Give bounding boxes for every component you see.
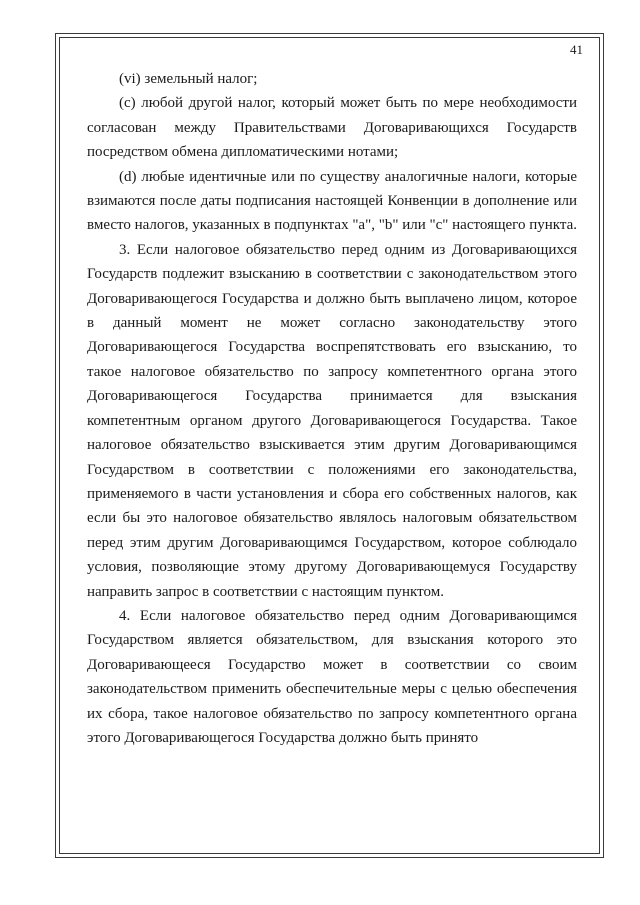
document-body	[87, 67, 577, 750]
page-number: 41	[570, 42, 583, 57]
paragraph-identical-taxes: (d) любые идентичные или по существу аналогичные налоги, которые взимаются после даты подписания настоящей Конвенции в дополнение или вместо налогов, указанных в подпунктах "a", "b" или "c" настоящего пункта.	[87, 168, 577, 234]
paragraph-clause-3: 3. Если налоговое обязательство перед одним из Договаривающихся Государств подлежит взысканию в соответствии с законодательством этого Договаривающегося Государства и должно быть выплачено лицом, которое в данный момент не может согласно законодательству этого Договаривающегося Государства воспрепятствовать его взысканию, то такое налоговое обязательство по запросу компетентного органа этого Договаривающегося Государства принимается для взыскания компетентным органом другого Договаривающегося Государства. Такое налоговое обязательство взыскивается этим другим Договаривающимся Государством в соответствии с положениями его законодательства, применяемого в части установления и сбора его собственных налогов, как если бы это налоговое обязательство являлось налоговым обязательством перед этим другим Договаривающимся Государством, которое соблюдало условия, позволяющие этому другому Договаривающемуся Государству направить запрос в соответствии с настоящим пунктом.	[87, 241, 577, 600]
paragraph-land-tax: (vi) земельный налог;	[119, 71, 258, 87]
paragraph-other-tax: (c) любой другой налог, который может быть по мере необходимости согласован между Правительствами Договаривающихся Государств посредством обмена дипломатическими нотами;	[87, 95, 577, 161]
paragraph-clause-4: 4. Если налоговое обязательство перед одним Договаривающимся Государством является обязательством, для взыскания которого это Договаривающееся Государство может в соответствии со своим законодательством применить обеспечительные меры с целью обеспечения их сбора, такое налоговое обязательство по запросу компетентного органа этого Договаривающегося Государства должно быть принято	[87, 607, 577, 746]
